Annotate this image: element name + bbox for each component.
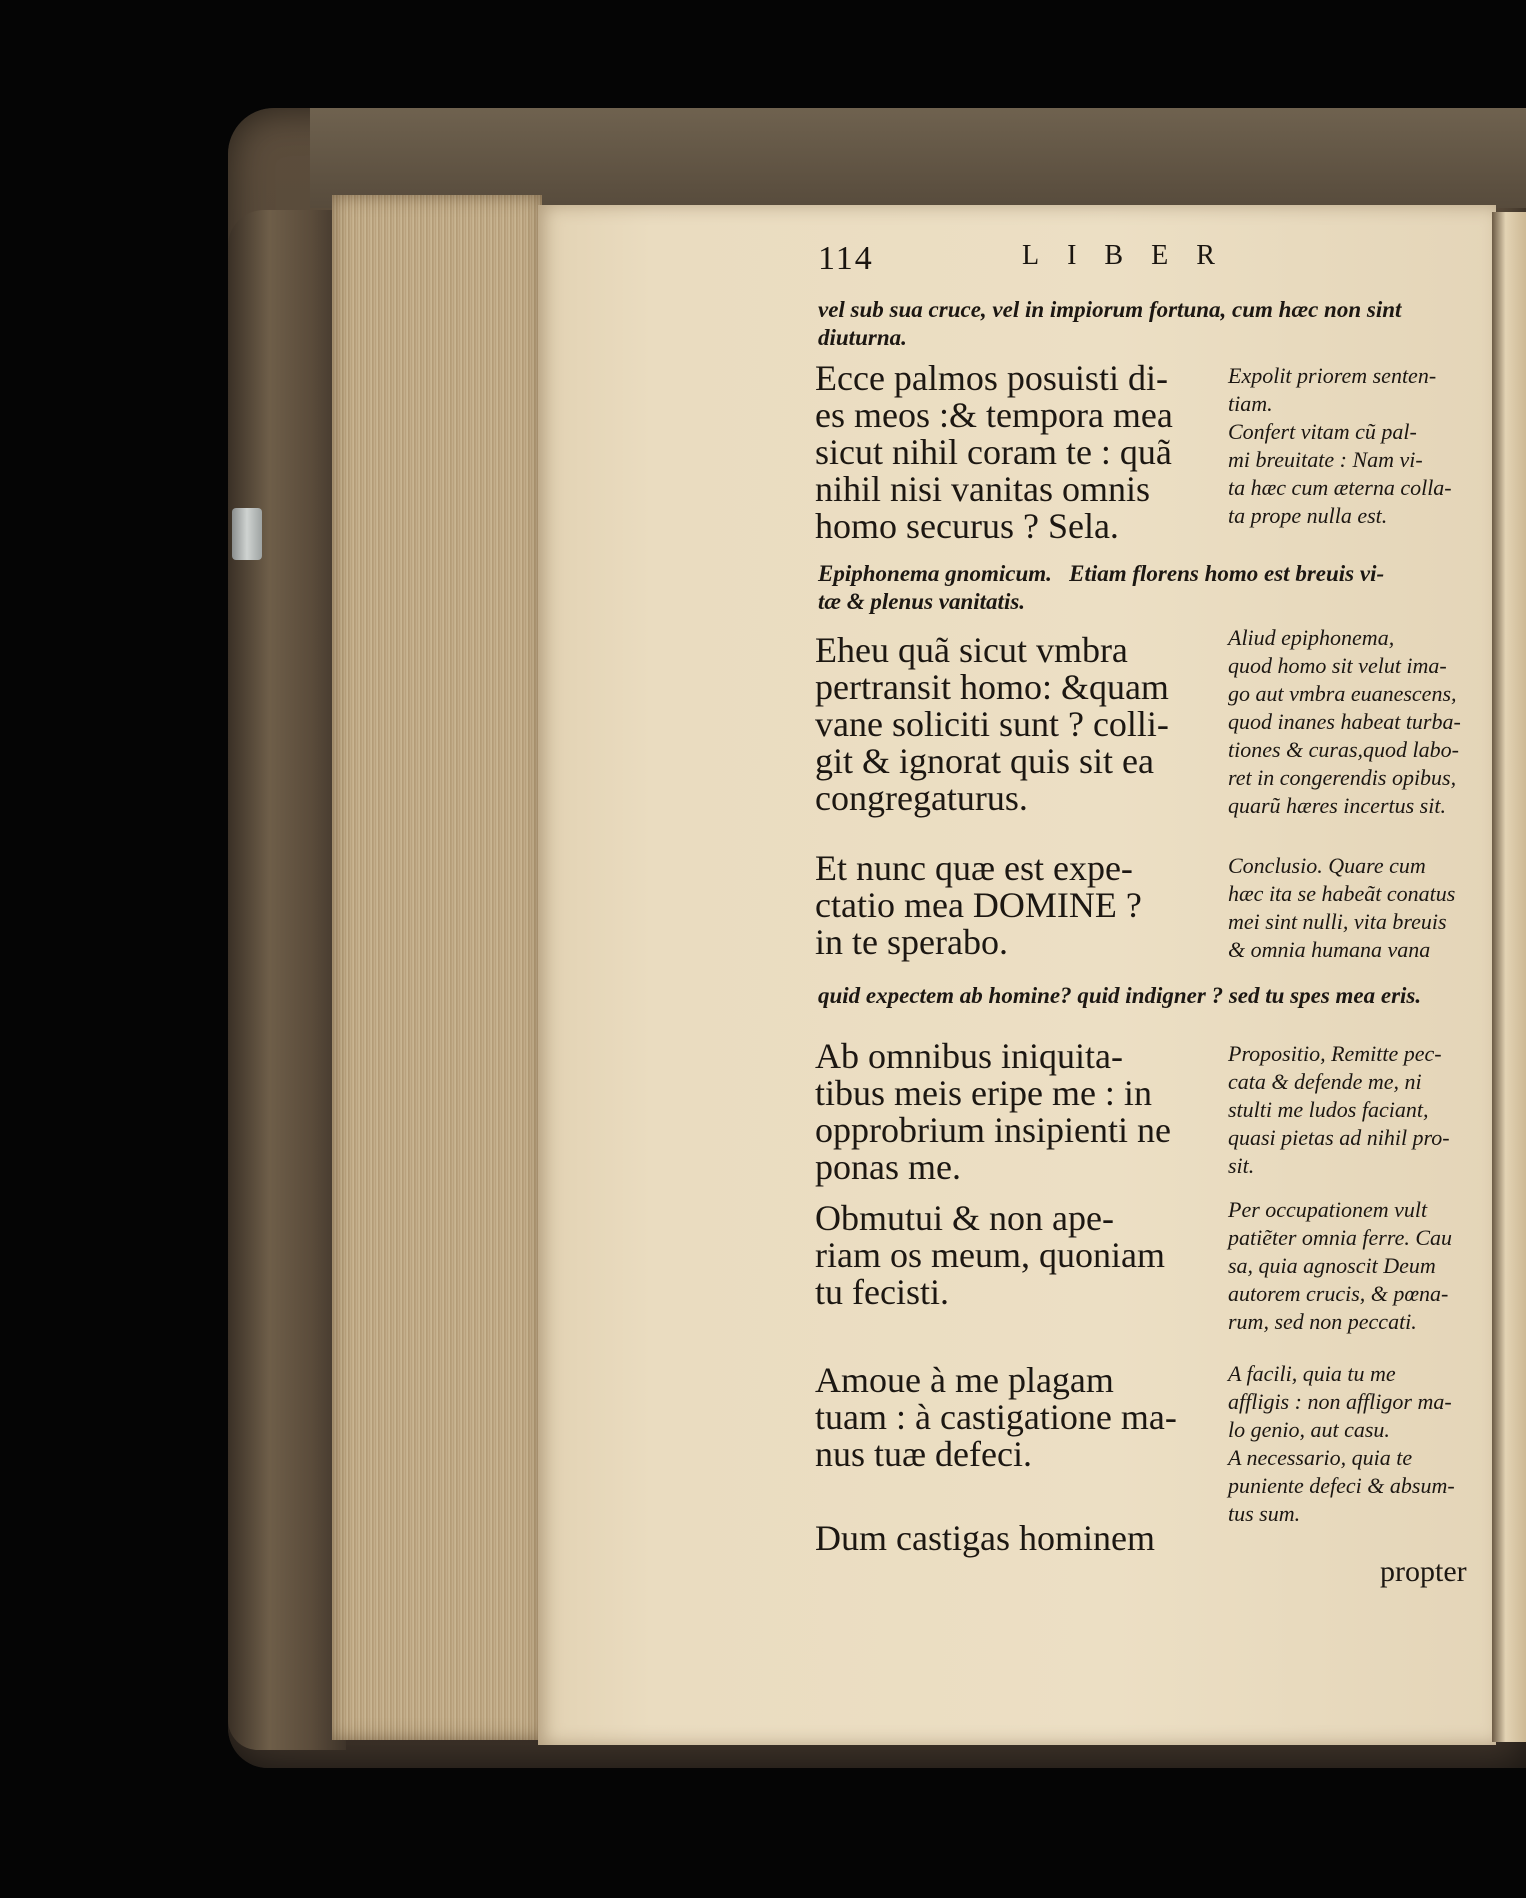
margin-note: Propositio, Remitte pec- cata & defende me, ni stulti me ludos faciant, quasi pietas ad nihil pro- sit. (1228, 1041, 1450, 1178)
margin-note: Expolit priorem senten- tiam. Confert vitam cũ pal- mi breuitate : Nam vi- ta hæc cum æterna colla- ta prope nulla est. (1228, 363, 1452, 528)
metal-clasp (232, 508, 262, 560)
epiphonema-line: Epiphonema gnomicum. Etiam florens homo est breuis vi- tæ & plenus vanitatis. (818, 561, 1385, 614)
verse-block: Amoue à me plagam tuam : à castigatione ma- nus tuæ defeci. (815, 1360, 1177, 1474)
verse-block: Obmutui & non ape- riam os meum, quoniam tu fecisti. (815, 1198, 1165, 1312)
catchword: propter (1380, 1555, 1467, 1588)
margin-note: A facili, quia tu me affligis : non affligor ma- lo genio, aut casu. A necessario, quia te puniente defeci & absum- tus sum. (1228, 1361, 1455, 1526)
margin-note: Aliud epiphonema, quod homo sit velut ima- go aut vmbra euanescens, quod inanes habeat turba- tiones & curas,quod labo- ret in congerendis opibus, quarũ hæres incertus sit. (1228, 625, 1461, 818)
facing-page-edge (1492, 212, 1526, 1742)
verse-block: Ab omnibus iniquita- tibus meis eripe me : in opprobrium insipienti ne ponas me. (815, 1036, 1171, 1187)
margin-note: Per occupationem vult patiẽter omnia ferre. Cau sa, quia agnoscit Deum autorem crucis, & pœna- rum, sed non peccati. (1228, 1197, 1453, 1334)
verse-block: Et nunc quæ est expe- ctatio mea DOMINE ? in te sperabo. (815, 848, 1142, 962)
margin-note: Conclusio. Quare cum hæc ita se habeãt conatus mei sint nulli, vita breuis & omnia humana vana (1228, 853, 1456, 962)
continuation-line: quid expectem ab homine? quid indigner ? sed tu spes mea eris. (818, 983, 1422, 1008)
verse-block: Dum castigas hominem (815, 1518, 1155, 1558)
page-edges (332, 195, 542, 1740)
verse-block: Ecce palmos posuisti di- es meos :& tempora mea sicut nihil coram te : quã nihil nisi vanitas omnis homo securus ? Sela. (815, 358, 1173, 546)
book-headband (310, 108, 1526, 208)
page-number: 114 (818, 240, 874, 277)
top-note: vel sub sua cruce, vel in impiorum fortuna, cum hæc non sint diuturna. (818, 297, 1402, 350)
verse-block: Eheu quã sicut vmbra pertransit homo: &quam vane soliciti sunt ? colli- git & ignorat quis sit ea congregaturus. (815, 630, 1169, 818)
book-spine (228, 210, 346, 1750)
running-title: LIBER (1022, 240, 1243, 271)
